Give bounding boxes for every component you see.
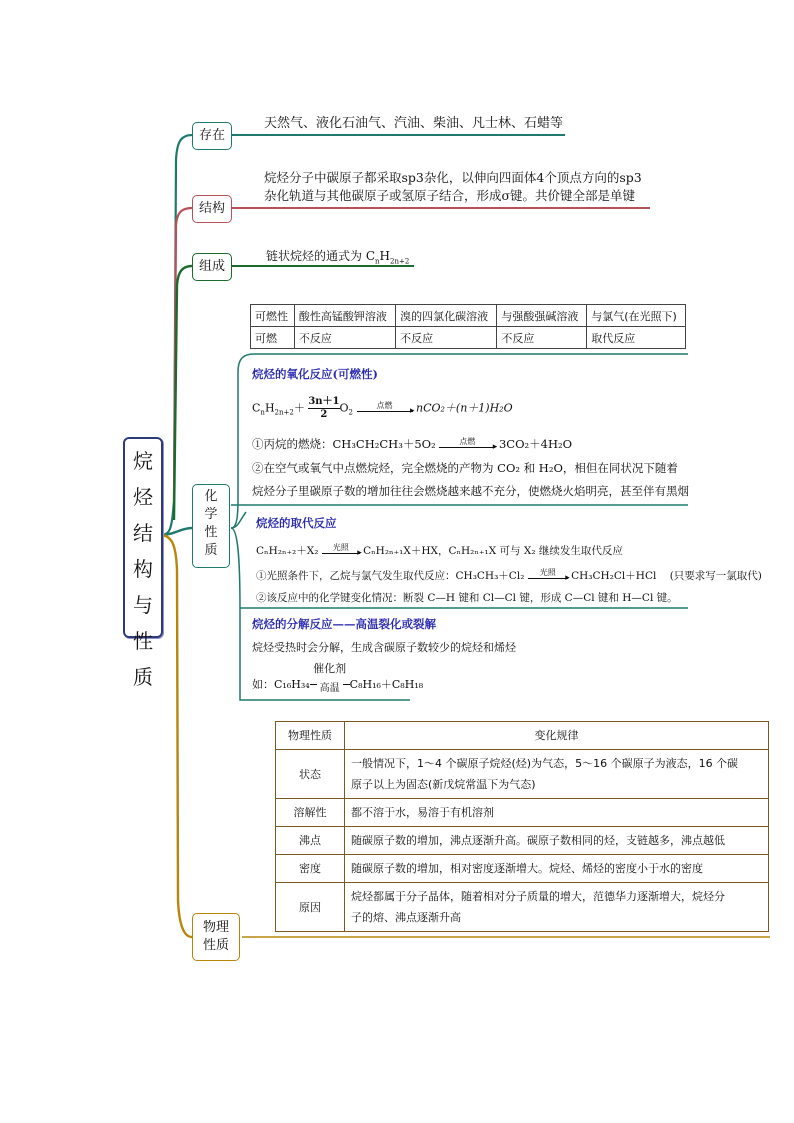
oxidation-example: ①丙烷的燃烧：CH₃CH₂CH₃＋5O₂ 点燃 ▸ 3CO₂＋4H₂O (252, 437, 573, 452)
substitution-example-2: ②该反应中的化学键变化情况：断裂 C—H 键和 Cl—Cl 键，形成 C—Cl 键和 H—Cl 键。 (256, 592, 678, 604)
root-char: 与 (133, 593, 153, 617)
oxidation-title: 烷烃的氧化反应(可燃性) (252, 367, 378, 381)
branch-line-chemical (160, 528, 192, 535)
table-cell: 取代反应 (587, 327, 686, 349)
node-existence[interactable]: 存在 (192, 122, 232, 150)
structure-line-2: 杂化轨道与其他碳原子或氢原子结合，形成σ键。共价键全部是单键 (264, 188, 636, 203)
table-cell: 密度 (276, 855, 345, 883)
table-cell: 烷烃都属于分子晶体，随着相对分子质量的增大，范德华力逐渐增大，烷烃分 子的熔、沸点逐渐升高 (345, 883, 769, 932)
table-row (251, 327, 686, 349)
substitution-general: CₙH₂ₙ₊₂＋X₂ 光照 ▸ CₙH₂ₙ₊₁X＋HX，CₙH₂ₙ₊₁X 可与 X₂ 继续发生取代反应 (256, 543, 623, 558)
table-row (276, 750, 769, 799)
table-cell: 原因 (276, 883, 345, 932)
root-char: 烃 (133, 485, 153, 509)
root-char: 质 (133, 665, 153, 689)
node-composition[interactable]: 组成 (192, 253, 232, 281)
root-char: 性 (133, 629, 153, 653)
table-row (276, 855, 769, 883)
table-row (251, 305, 686, 327)
table-cell: 随碳原子数的增加，沸点逐渐升高。碳原子数相同的烃，支链越多，沸点越低 (345, 827, 769, 855)
node-physical-properties[interactable]: 物理 性质 (192, 913, 240, 961)
branch-line-physical (160, 535, 192, 937)
decomposition-title: 烷烃的分解反应——高温裂化或裂解 (252, 617, 436, 631)
table-header-cell: 物理性质 (276, 722, 345, 750)
physical-properties-table (275, 721, 769, 932)
decomposition-desc: 烷烃受热时会分解，生成含碳原子数较少的烷烃和烯烃 (252, 641, 516, 654)
table-header-cell: 可燃性 (251, 305, 295, 327)
table-cell: 不反应 (497, 327, 587, 349)
table-row (276, 722, 769, 750)
existence-text: 天然气、液化石油气、汽油、柴油、凡士林、石蜡等 (264, 116, 564, 131)
table-cell: 可燃 (251, 327, 295, 349)
node-chemical-properties[interactable]: 化 学 性 质 (192, 484, 230, 568)
table-header-cell: 酸性高锰酸钾溶液 (294, 305, 395, 327)
composition-text: 链状烷烃的通式为 $C_nH_{2n+2}$ (266, 249, 410, 266)
root-topic (123, 437, 163, 689)
table-cell: 状态 (276, 750, 345, 799)
root-char: 烷 (133, 449, 153, 473)
decomposition-example: 如：C₁₆H₃₄ 催化剂 高温 C₈H₁₆＋C₈H₁₈ (252, 662, 424, 694)
table-row (276, 827, 769, 855)
root-char: 构 (133, 557, 153, 581)
table-cell: 沸点 (276, 827, 345, 855)
table-cell: 随碳原子数的增加，相对密度逐渐增大。烷烃、烯烃的密度小于水的密度 (345, 855, 769, 883)
table-row (276, 883, 769, 932)
oxidation-general-equation: $C_nH_{2n+2}+$ $\frac{3n+1}{2}$ $O_2$ 点燃 ▸ nCO₂＋(n＋1)H₂O (252, 396, 513, 420)
structure-line-1: 烷烃分子中碳原子都采取sp3杂化，以伸向四面体4个顶点方向的sp3 (264, 170, 642, 185)
reactivity-table (250, 304, 686, 349)
table-header-cell: 变化规律 (345, 722, 769, 750)
branch-line-composition (174, 266, 192, 520)
oxidation-note-1: ②在空气或氧气中点燃烷烃，完全燃烧的产物为 CO₂ 和 H₂O，相但在同状况下随着 (252, 461, 678, 475)
table-row (276, 799, 769, 827)
table-header-cell: 与强酸强碱溶液 (497, 305, 587, 327)
table-cell: 不反应 (294, 327, 395, 349)
substitution-title: 烷烃的取代反应 (256, 516, 337, 530)
oxidation-note-2: 烷烃分子里碳原子数的增加往往会燃烧越来越不充分，使燃烧火焰明亮，甚至伴有黑烟 (252, 484, 689, 498)
node-structure[interactable]: 结构 (192, 195, 232, 223)
table-cell: 一般情况下，1～4 个碳原子烷烃(烃)为气态，5～16 个碳原子为液态，16 个碳 原子以上为固态(新戊烷常温下为气态) (345, 750, 769, 799)
table-header-cell: 溴的四氯化碳溶液 (396, 305, 497, 327)
table-cell: 都不溶于水，易溶于有机溶剂 (345, 799, 769, 827)
substitution-example-1: ①光照条件下，乙烷与氯气发生取代反应：CH₃CH₃＋Cl₂ 光照 ▸ CH₃CH₂Cl＋HCl (只要求写一氯取代) (256, 568, 762, 583)
root-char: 结 (133, 521, 153, 545)
table-cell: 溶解性 (276, 799, 345, 827)
table-cell: 不反应 (396, 327, 497, 349)
table-header-cell: 与氯气(在光照下) (587, 305, 686, 327)
